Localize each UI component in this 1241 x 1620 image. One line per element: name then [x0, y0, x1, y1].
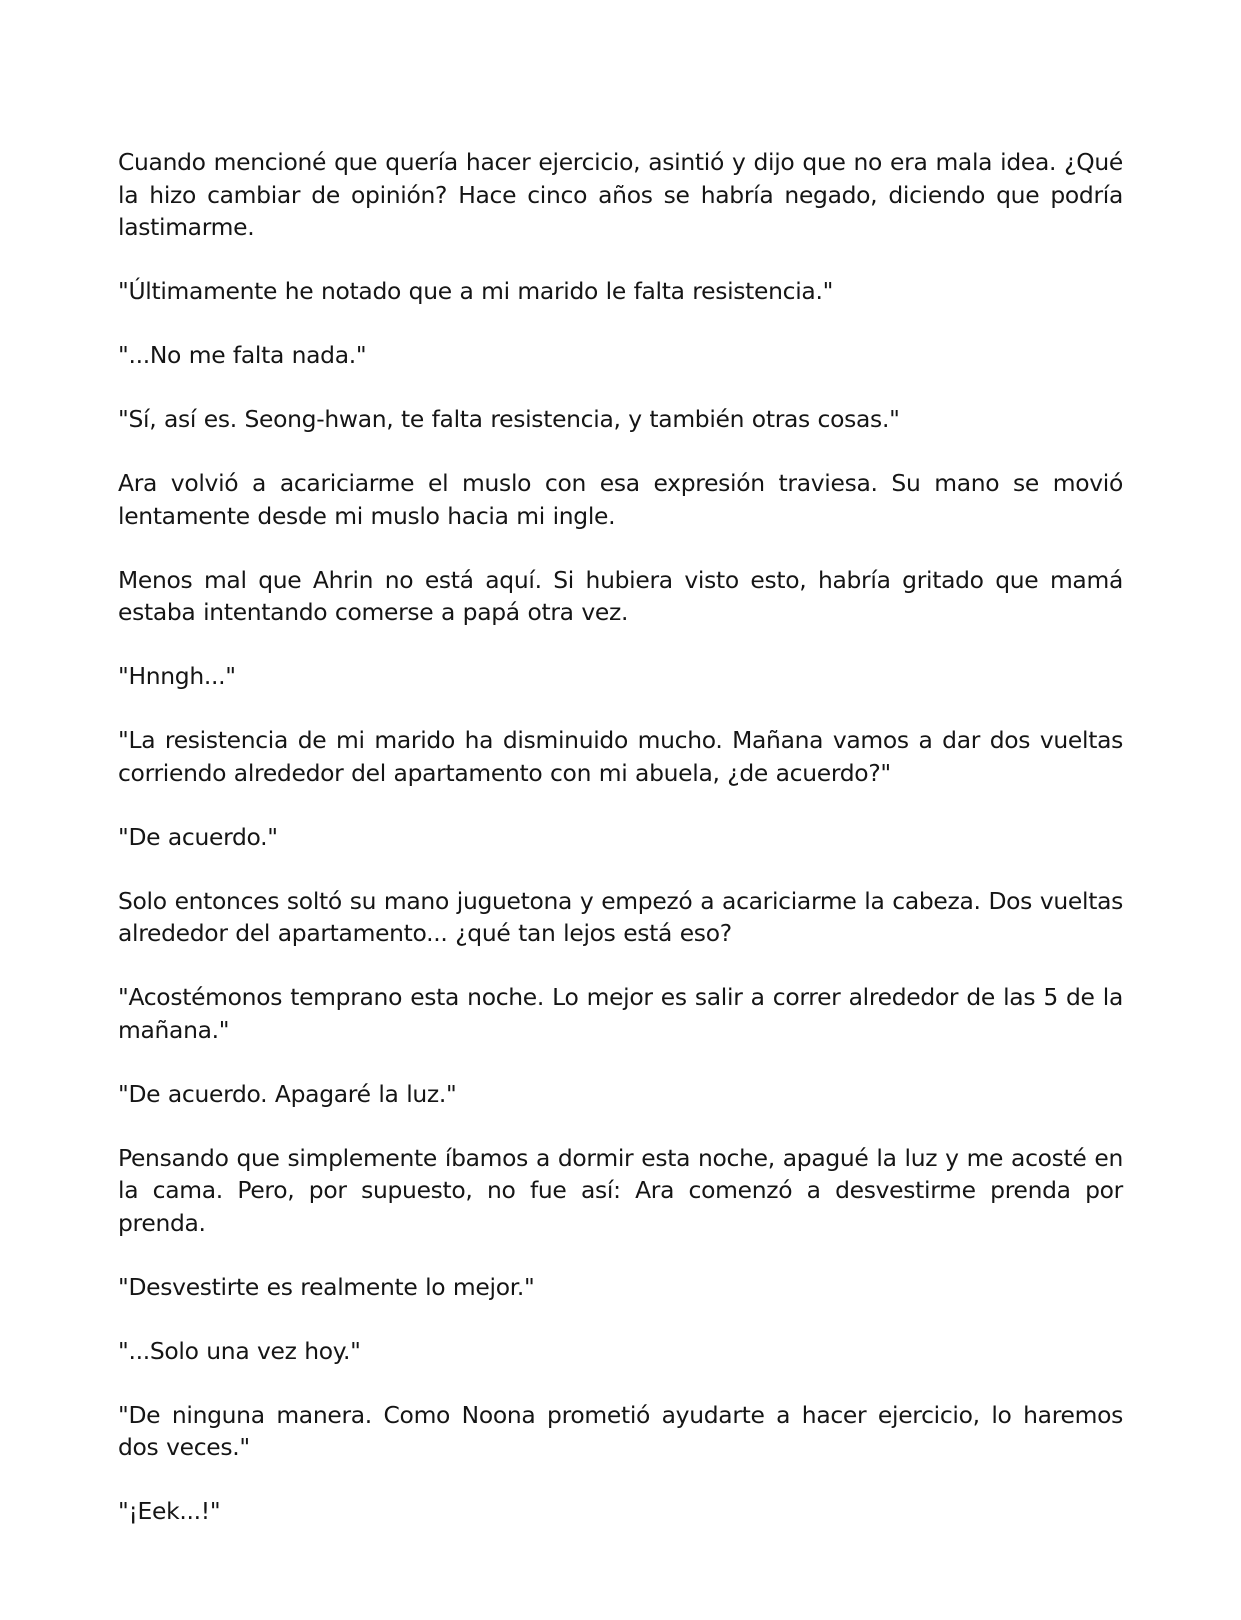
- paragraph-2: "Últimamente he notado que a mi marido le falta resistencia.": [118, 277, 834, 305]
- paragraph-3: "...No me falta nada.": [118, 341, 367, 369]
- paragraph-14: "Desvestirte es realmente lo mejor.": [118, 1272, 535, 1301]
- paragraph-6: Menos mal que Ahrin no está aquí. Si hubiera visto esto, habría gritado que mamá estaba intentando comerse a papá otra vez.: [118, 565, 1123, 626]
- paragraph-16: "De ninguna manera. Como Noona prometió ayudarte a hacer ejercicio, lo haremos dos veces.": [118, 1400, 1123, 1461]
- paragraph-8: "La resistencia de mi marido ha disminuido mucho. Mañana vamos a dar dos vueltas corriendo alrededor del apartamento con mi abuela, ¿de acuerdo?": [118, 726, 1123, 787]
- paragraph-13: Pensando que simplemente íbamos a dormir esta noche, apagué la luz y me acosté en la cama. Pero, por supuesto, no fue así: Ara comenzó a desvestirme prenda por prenda.: [118, 1143, 1123, 1237]
- paragraph-11: "Acostémonos temprano esta noche. Lo mejor es salir a correr alrededor de las 5 de la mañana.": [118, 983, 1123, 1044]
- paragraph-17: "¡Eek...!": [118, 1497, 221, 1525]
- paragraph-7: "Hnngh...": [118, 662, 236, 690]
- paragraph-15: "...Solo una vez hoy.": [118, 1336, 361, 1365]
- paragraph-4: "Sí, así es. Seong-hwan, te falta resistencia, y también otras cosas.": [118, 405, 900, 433]
- paragraph-10: Solo entonces soltó su mano juguetona y empezó a acariciarme la cabeza. Dos vueltas alrededor del apartamento... ¿qué tan lejos está eso?: [118, 886, 1123, 947]
- paragraph-12: "De acuerdo. Apagaré la luz.": [118, 1079, 457, 1108]
- paragraph-9: "De acuerdo.": [118, 822, 278, 851]
- paragraph-5: Ara volvió a acariciarme el muslo con esa expresión traviesa. Su mano se movió lentamente desde mi muslo hacia mi ingle.: [118, 469, 1123, 530]
- body-text: [118, 146, 1123, 1528]
- paragraph-1: Cuando mencioné que quería hacer ejercicio, asintió y dijo que no era mala idea. ¿Qué la hizo cambiar de opinión? Hace cinco años se habría negado, diciendo que podría lastimarme.: [118, 148, 1123, 241]
